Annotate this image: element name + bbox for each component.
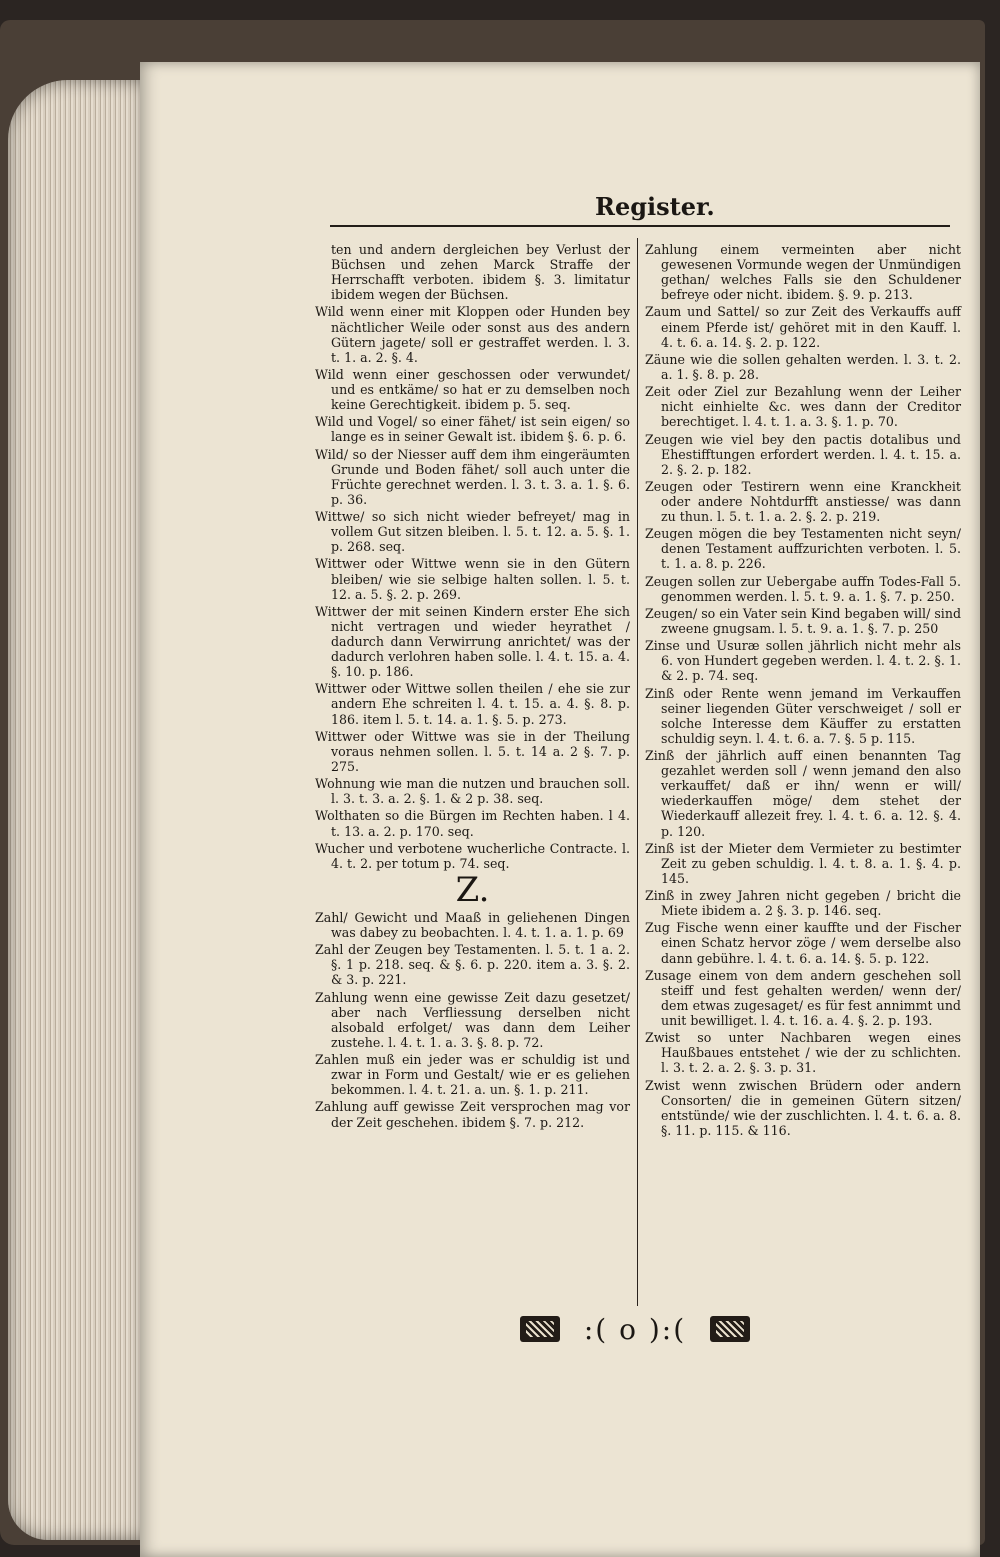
index-entry: Zeugen/ so ein Vater sein Kind begaben will/ sind zweene gnugsam. l. 5. t. 9. a. 1. §. 7. p. 250 — [645, 605, 961, 636]
index-entry: Zwist wenn zwischen Brüdern oder andern Consorten/ die in gemeinen Gütern sitzen/ entstünde/ wie der zuschlichten. l. 4. t. 6. a. 8. §. 11. p. 115. & 116. — [645, 1077, 961, 1138]
index-entry: Zeugen mögen die bey Testamenten nicht seyn/ denen Testament auffzurichten verboten. l. 5. t. 1. a. 8. p. 226. — [645, 526, 961, 572]
index-entry: Wittwer der mit seinen Kindern erster Ehe sich nicht vertragen und wieder heyrathet / dadurch dann Verwirrung anrichtet/ was der dadurch verlohren haben solle. l. 4. t. 15. a. 4. §. 10. p. 186. — [315, 603, 630, 680]
left-z-entries — [315, 910, 630, 1130]
header-rule — [330, 225, 950, 227]
index-entry: Wittwer oder Wittwe was sie in der Theilung voraus nehmen sollen. l. 5. t. 14 a. 2 §. 7. p. 275. — [315, 728, 630, 774]
ornament-right-icon — [710, 1316, 750, 1342]
index-entry: Wild wenn einer mit Kloppen oder Hunden bey nächtlicher Weile oder sonst aus des andern Gütern jagete/ soll er gestraffet werden. l. 3. t. 1. a. 2. §. 4. — [315, 304, 630, 365]
index-entry: Zusage einem von dem andern geschehen soll steiff und fest gehalten werden/ wenn der/ dem etwas zugesaget/ es für fest annimmt und unit bewilliget. l. 4. t. 16. a. 4. §. 2. p. 193. — [645, 967, 961, 1028]
index-entry: Zinß in zwey Jahren nicht gegeben / bricht die Miete ibidem a. 2 §. 3. p. 146. seq. — [645, 888, 961, 919]
index-entry: Wittwer oder Wittwe sollen theilen / ehe sie zur andern Ehe schreiten l. 4. t. 15. a. 4. §. 8. p. 186. item l. 5. t. 14. a. 1. §. 5. p. 273. — [315, 681, 630, 727]
column-divider — [637, 238, 638, 1306]
index-entry: Zeit oder Ziel zur Bezahlung wenn der Leiher nicht einhielte &c. wes dann der Creditor berechtiget. l. 4. t. 1. a. 3. §. 1. p. 70. — [645, 384, 961, 430]
index-entry: Wittwe/ so sich nicht wieder befreyet/ mag in vollem Gut sitzen bleiben. l. 5. t. 12. a. 5. §. 1. p. 268. seq. — [315, 509, 630, 555]
index-entry: Zinß ist der Mieter dem Vermieter zu bestimter Zeit zu geben schuldig. l. 4. t. 8. a. 1. §. 4. p. 145. — [645, 840, 961, 886]
index-entry: Wild/ so der Niesser auff dem ihm eingeräumten Grunde und Boden fähet/ soll auch unter die Früchte gerechnet werden. l. 3. t. 3. a. 1. §. 6. p. 36. — [315, 446, 630, 507]
index-entry: Zug Fische wenn einer kauffte und der Fischer einen Schatz hervor zöge / wem derselbe also dann gebühre. l. 4. t. 6. a. 14. §. 5. p. 122. — [645, 920, 961, 966]
index-entry: Zäune wie die sollen gehalten werden. l. 3. t. 2. a. 1. §. 8. p. 28. — [645, 351, 961, 382]
index-entry: Zahl der Zeugen bey Testamenten. l. 5. t. 1 a. 2. §. 1 p. 218. seq. & §. 6. p. 220. item a. 3. §. 2. & 3. p. 221. — [315, 942, 630, 988]
index-entry: Wittwer oder Wittwe wenn sie in den Gütern bleiben/ wie sie selbige halten sollen. l. 5. t. 12. a. 5. §. 2. p. 269. — [315, 556, 630, 602]
index-entry: Wild und Vogel/ so einer fähet/ ist sein eigen/ so lange es in seiner Gewalt ist. ibidem §. 6. p. 6. — [315, 414, 630, 445]
left-entries — [315, 242, 630, 871]
index-entry: Zwist so unter Nachbaren wegen eines Haußbaues entstehet / wie der zu schlichten. l. 3. t. 2. a. 2. §. 3. p. 31. — [645, 1030, 961, 1076]
index-entry: Zahl/ Gewicht und Maaß in geliehenen Dingen was dabey zu beobachten. l. 4. t. 1. a. 1. p. 69 — [315, 909, 630, 941]
index-entry: Wild wenn einer geschossen oder verwundet/ und es entkäme/ so hat er zu demselben noch keine Gerechtigkeit. ibidem p. 5. seq. — [315, 366, 630, 413]
index-entry: Zaum und Sattel/ so zur Zeit des Verkauffs auff einem Pferde ist/ gehöret mit in den Kauff. l. 4. t. 6. a. 14. §. 2. p. 122. — [645, 304, 961, 350]
index-entry: Zinß der jährlich auff einen benannten Tag gezahlet werden soll / wenn jemand den also verkauffet/ daß er ihn/ wenn er will/ wiederkauffen möge/ dem stehet der Wiederkauff allezeit frey. l. 4. t. 6. a. 12. §. 4. p. 120. — [645, 748, 961, 839]
section-letter-z: Z. — [455, 869, 490, 910]
index-entry: ten und andern dergleichen bey Verlust der Büchsen und zehen Marck Straffe der Herrschafft verboten. ibidem §. 3. limitatur ibidem wegen der Büchsen. — [331, 242, 630, 303]
end-ornament — [520, 1312, 750, 1346]
index-entry: Zinß oder Rente wenn jemand im Verkauffen seiner liegenden Güter verschweiget / soll er solche Interesse dem Käuffer zu erstatten schuldig seyn. l. 4. t. 6. a. 7. §. 5 p. 115. — [645, 685, 961, 746]
index-entry: Zinse und Usuræ sollen jährlich nicht mehr als 6. von Hundert gegeben werden. l. 4. t. 2. §. 1. & 2. p. 74. seq. — [645, 638, 961, 684]
index-entry: Zahlung einem vermeinten aber nicht gewesenen Vormunde wegen der Unmündigen gethan/ welches Falls sie den Schuldener befreye oder nicht. ibidem. §. 9. p. 213. — [645, 242, 961, 303]
index-entry: Zeugen oder Testirern wenn eine Kranckheit oder andere Nohtdurfft anstiesse/ was dann zu thun. l. 5. t. 1. a. 2. §. 2. p. 219. — [645, 478, 961, 525]
page-edges — [8, 80, 146, 1540]
index-entry: Zahlen muß ein jeder was er schuldig ist und zwar in Form und Gestalt/ wie er es geliehen bekommen. l. 4. t. 21. a. un. §. 1. p. 211. — [315, 1052, 630, 1098]
right-column — [645, 242, 961, 1140]
index-entry: Wohnung wie man die nutzen und brauchen soll. l. 3. t. 3. a. 2. §. 1. & 2 p. 38. seq. — [315, 776, 630, 807]
index-entry: Zeugen wie viel bey den pactis dotalibus und Ehestifftungen erfordert werden. l. 4. t. 15. a. 2. §. 2. p. 182. — [645, 431, 961, 477]
index-entry: Zeugen sollen zur Uebergabe auffn Todes-Fall 5. genommen werden. l. 5. t. 9. a. 1. §. 7. p. 250. — [645, 573, 961, 604]
running-head: Register. — [595, 192, 715, 221]
left-column — [315, 242, 630, 1132]
index-entry: Wucher und verbotene wucherliche Contracte. l. 4. t. 2. per totum p. 74. seq. — [315, 840, 630, 871]
index-entry: Zahlung auff gewisse Zeit versprochen mag vor der Zeit geschehen. ibidem §. 7. p. 212. — [315, 1099, 630, 1130]
ornament-left-icon — [520, 1316, 560, 1342]
index-entry: Wolthaten so die Bürgen im Rechten haben. l 4. t. 13. a. 2. p. 170. seq. — [315, 808, 630, 839]
ornament-center: :( o ):( — [583, 1312, 687, 1346]
index-entry: Zahlung wenn eine gewisse Zeit dazu gesetzet/ aber nach Verfliessung derselben nicht alsobald erfolget/ was dann dem Leiher zustehe. l. 4. t. 1. a. 3. §. 8. p. 72. — [315, 989, 630, 1050]
